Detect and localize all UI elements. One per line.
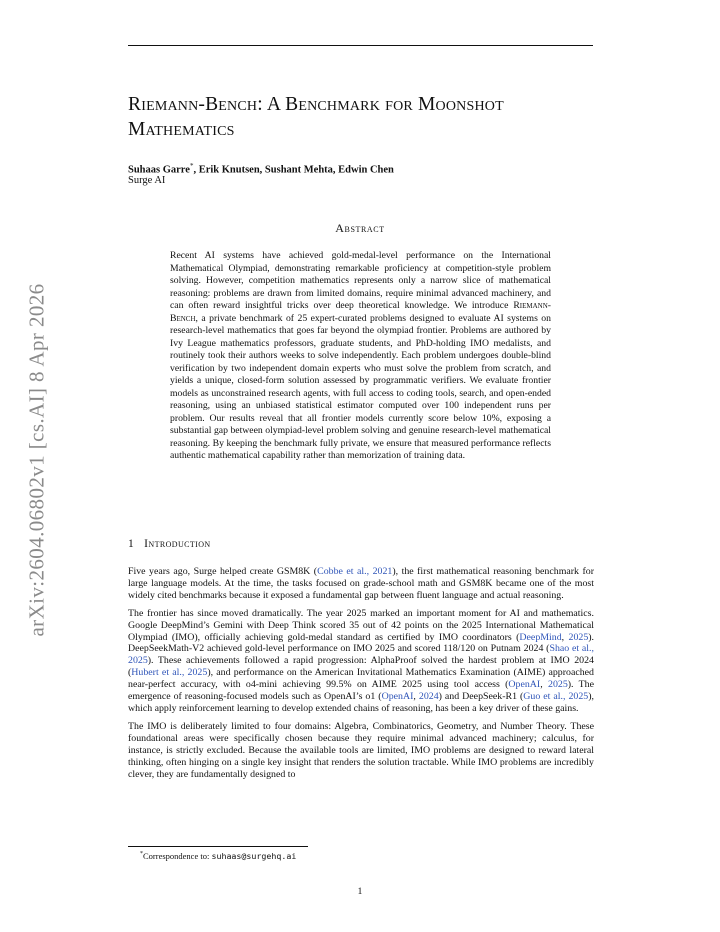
introduction-body [128,566,594,786]
section-title: Introduction [144,538,211,550]
abstract-heading: Abstract [335,221,385,235]
text-run: ). DeepSeekMath-V2 achieved gold-level performance on IMO 2025 and scored 118/120 on Putnam 2024 ( [128,631,595,655]
section-heading-introduction [128,538,211,550]
footnote [140,851,296,861]
abstract-text-2: , a private benchmark of 25 expert-curated problems designed to evaluate AI systems on research-level mathematics that goes far beyond the olympiad frontier. Problems are authored by Ivy League mathematics professors, graduate students, and PhD-holding IMO medalists, and routinely took their authors weeks to solve independently. Each problem undergoes double-blind verification by two independent domain experts who must solve the problem from scratch, and yields a unique, closed-form solution assessed by programmatic verifiers. We evaluate frontier models as unconstrained research agents, with full access to coding tools, search, and open-ended reasoning, using an unbiased statistical estimator computed over 100 independent runs per problem. Our results reveal that all frontier models currently score below 10%, exposing a substantial gap between olympiad-level problem solving and genuine research-level mathematical reasoning. By keeping the benchmark fully private, we ensure that measured performance reflects authentic mathematical capability rather than memorization of training data. [170,312,551,461]
intro-paragraph-2 [128,608,594,715]
correspondence-mark: * [189,162,194,170]
citation-link[interactable]: Guo et al., 2025 [523,691,589,703]
text-run: ), which apply reinforcement learning to develop extended chains of reasoning, has been a key driver of these gains. [128,691,595,714]
affiliation: Surge AI [128,175,166,186]
intro-paragraph-1 [128,566,594,602]
benchmark-name: Riemann-Bench [170,300,551,324]
citation-link[interactable]: Cobbe et al., 2021 [317,566,393,577]
abstract-body [170,250,551,463]
text-run: , [561,631,569,643]
paper-title: Riemann-Bench: A Benchmark for Moonshot Mathematics [128,94,504,140]
author-list [128,162,394,176]
text-run: ), and performance on the American Invitational Mathematics Examination (AIME) approached near-perfect accuracy, with o4-mini achieving 99.5% on AIME 2025 using tool access ( [128,667,594,691]
text-run: ). The emergence of reasoning-focused models such as OpenAI’s o1 ( [128,679,594,703]
intro-paragraph-3: The IMO is deliberately limited to four domains: Algebra, Combinatorics, Geometry, and Number Theory. These foundational areas were specifically chosen because they require minimal advanced machinery; calculus, for instance, is strictly excluded. Because the available tools are limited, IMO problems are designed to reward lateral thinking, often hinging on a single key insight that renders the solution tractable. While IMO problems are incredibly clever, they are fundamentally designed to [128,720,594,780]
citation-link[interactable]: Shao et al., 2025 [128,643,594,667]
citation-link[interactable]: OpenAI [508,679,541,691]
text-run: The frontier has since moved dramatically. The year 2025 marked an important moment for AI and mathematics. Google DeepMind’s Gemini with Deep Think scored 35 out of 42 points on the 2025 International Mathematical Olympiad (IMO), officially achieving gold-medal standard as certified by IMO coordinators ( [128,607,594,643]
citation-link[interactable]: Hubert et al., 2025 [131,667,208,679]
author-lead: Suhaas Garre [128,164,190,176]
footnote-label: Correspondence to: [143,851,212,861]
footnote-mark: * [140,851,143,858]
text-run: , [540,679,548,691]
citation-link[interactable]: OpenAI [381,691,414,703]
text-run: ), the first mathematical reasoning benchmark for large language models. At the time, the tasks focused on grade-school math and GSM8K became one of the most widely cited benchmarks because it exposed a fundamental gap between fluent language and actual reasoning. [128,566,594,601]
arxiv-stamp: arXiv:2604.06802v1 [cs.AI] 8 Apr 2026 [24,283,49,637]
author-rest: , Erik Knutsen, Sushant Mehta, Edwin Chen [193,164,394,176]
citation-link[interactable]: 2024 [418,691,439,703]
page-number: 1 [357,886,363,897]
citation-link[interactable]: DeepMind [519,631,562,643]
top-rule [128,45,593,46]
text-run: ) and DeepSeek-R1 ( [438,691,524,703]
abstract-text-1: Recent AI systems have achieved gold-medal-level performance on the International Mathematical Olympiad, demonstrating remarkable proficiency at competition-style problem solving. However, competition mathematics represents only a narrow slice of mathematical reasoning: problems are drawn from limited domains, require minimal advanced machinery, and can often reward insightful tricks over deep theoretical knowledge. We introduce [170,250,551,311]
correspondence-email[interactable]: suhaas@surgehq.ai [211,851,297,861]
footnote-rule [128,846,308,847]
citation-link[interactable]: 2025 [548,679,568,691]
text-run: , [413,691,419,703]
text-run: ). These achievements followed a rapid progression: AlphaProof solved the hardest problem at IMO 2024 ( [128,655,594,679]
text-run: Five years ago, Surge helped create GSM8K ( [128,566,318,577]
section-number: 1 [128,538,135,550]
citation-link[interactable]: 2025 [568,631,589,643]
